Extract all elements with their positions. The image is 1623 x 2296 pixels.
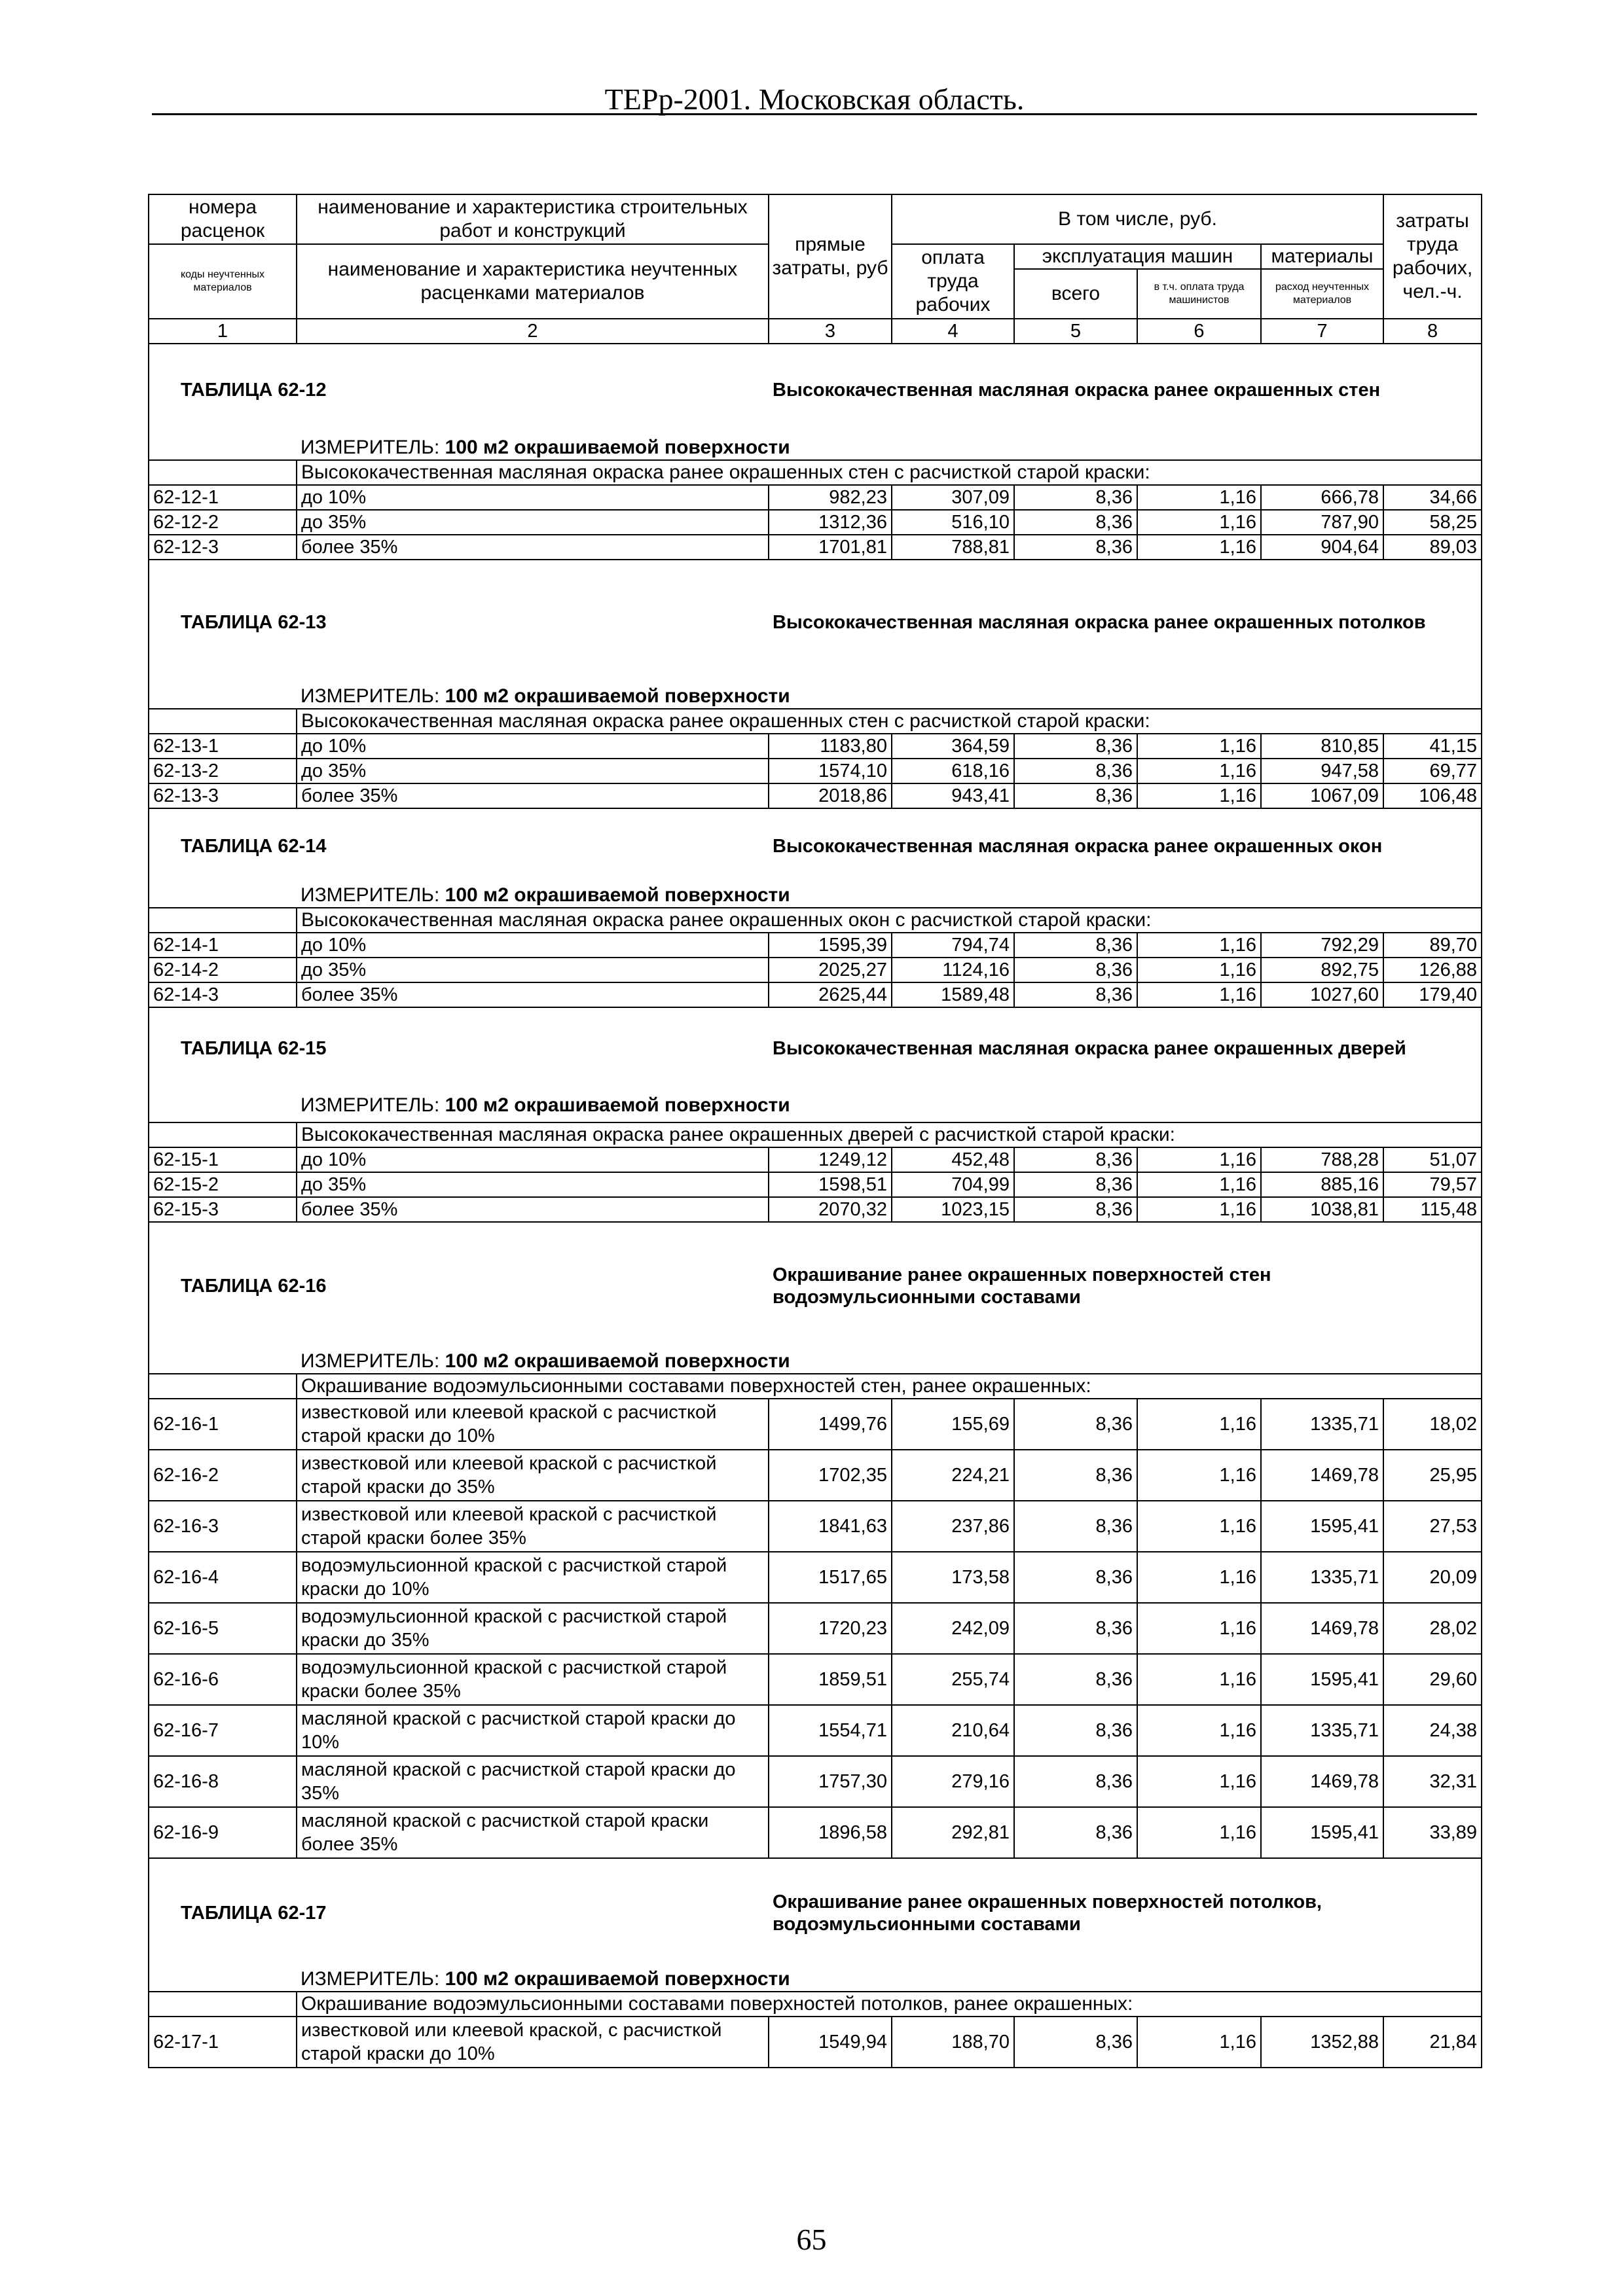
value-cell-v4: 364,59 (892, 734, 1014, 759)
subsection-title: Высококачественная масляная окраска ранее окрашенных окон с расчисткой старой краски: (297, 908, 1482, 933)
value-cell-v3: 1499,76 (769, 1399, 892, 1450)
value-cell-v5: 8,36 (1014, 734, 1137, 759)
value-cell-v6: 1,16 (1137, 1807, 1261, 1858)
value-cell-v4: 237,86 (892, 1501, 1014, 1552)
value-cell-v5: 8,36 (1014, 1197, 1137, 1222)
work-name: до 35% (297, 958, 769, 982)
value-cell-v7: 1469,78 (1261, 1450, 1383, 1501)
measure-unit (297, 685, 1482, 709)
measure-spacer (149, 884, 297, 908)
work-name: известковой или клеевой краской с расчисткой старой краски до 35% (297, 1450, 769, 1501)
value-cell-v4: 279,16 (892, 1756, 1014, 1807)
value-cell-v7: 1352,88 (1261, 2017, 1383, 2068)
table-row (149, 1501, 1482, 1552)
value-cell-v7: 1038,81 (1261, 1197, 1383, 1222)
rate-code: 62-16-6 (149, 1654, 297, 1705)
column-number: 6 (1137, 319, 1261, 344)
value-cell-v7: 1335,71 (1261, 1399, 1383, 1450)
value-cell-v4: 173,58 (892, 1552, 1014, 1603)
value-cell-v3: 2025,27 (769, 958, 892, 982)
rate-code: 62-16-5 (149, 1603, 297, 1654)
rate-code: 62-12-2 (149, 510, 297, 535)
table-row (149, 734, 1482, 759)
value-cell-v6: 1,16 (1137, 510, 1261, 535)
value-cell-v6: 1,16 (1137, 1501, 1261, 1552)
measure-label: ИЗМЕРИТЕЛЬ: (301, 1350, 440, 1372)
value-cell-v5: 8,36 (1014, 1501, 1137, 1552)
rate-code: 62-16-4 (149, 1552, 297, 1603)
work-name: масляной краской с расчисткой старой краски более 35% (297, 1807, 769, 1858)
table-id: ТАБЛИЦА 62-13 (149, 560, 769, 685)
work-name: известковой или клеевой краской с расчисткой старой краски более 35% (297, 1501, 769, 1552)
value-cell-v3: 1595,39 (769, 933, 892, 958)
value-cell-v8: 115,48 (1383, 1197, 1482, 1222)
header-col1-top: номера расценок (149, 194, 297, 244)
rate-code: 62-14-3 (149, 982, 297, 1007)
value-cell-v7: 892,75 (1261, 958, 1383, 982)
table-id: ТАБЛИЦА 62-15 (149, 1007, 769, 1089)
measure-value: 100 м2 окрашиваемой поверхности (445, 1968, 790, 1990)
work-name: известковой или клеевой краской с расчисткой старой краски до 10% (297, 1399, 769, 1450)
rate-code: 62-13-2 (149, 759, 297, 783)
table-id: ТАБЛИЦА 62-17 (149, 1858, 769, 1967)
value-cell-v5: 8,36 (1014, 1450, 1137, 1501)
header-machines: эксплуатация машин (1014, 244, 1261, 269)
table-title: Окрашивание ранее окрашенных поверхностей стен водоэмульсионными составами (769, 1222, 1482, 1350)
header-col6: в т.ч. оплата труда машинистов (1137, 269, 1261, 319)
value-cell-v4: 1124,16 (892, 958, 1014, 982)
table-row (149, 1197, 1482, 1222)
table-row (149, 510, 1482, 535)
value-cell-v3: 1859,51 (769, 1654, 892, 1705)
column-number: 7 (1261, 319, 1383, 344)
value-cell-v3: 1183,80 (769, 734, 892, 759)
table-section-header (149, 1222, 1482, 1350)
subsection-title: Высококачественная масляная окраска ранее окрашенных стен с расчисткой старой краски: (297, 460, 1482, 485)
value-cell-v3: 1554,71 (769, 1705, 892, 1756)
table-row (149, 2017, 1482, 2068)
subsection-spacer (149, 709, 297, 734)
subsection-row (149, 908, 1482, 933)
table-row (149, 1172, 1482, 1197)
table-row (149, 759, 1482, 783)
work-name: более 35% (297, 982, 769, 1007)
value-cell-v3: 2018,86 (769, 783, 892, 808)
value-cell-v4: 255,74 (892, 1654, 1014, 1705)
value-cell-v7: 666,78 (1261, 485, 1383, 510)
value-cell-v4: 788,81 (892, 535, 1014, 560)
value-cell-v8: 32,31 (1383, 1756, 1482, 1807)
value-cell-v4: 210,64 (892, 1705, 1014, 1756)
value-cell-v4: 307,09 (892, 485, 1014, 510)
subsection-spacer (149, 1992, 297, 2017)
rate-code: 62-15-2 (149, 1172, 297, 1197)
value-cell-v3: 1701,81 (769, 535, 892, 560)
value-cell-v3: 1249,12 (769, 1147, 892, 1172)
value-cell-v7: 792,29 (1261, 933, 1383, 958)
value-cell-v6: 1,16 (1137, 933, 1261, 958)
value-cell-v8: 126,88 (1383, 958, 1482, 982)
subsection-row (149, 1122, 1482, 1147)
rate-code: 62-16-2 (149, 1450, 297, 1501)
measure-value: 100 м2 окрашиваемой поверхности (445, 1350, 790, 1372)
value-cell-v6: 1,16 (1137, 1552, 1261, 1603)
value-cell-v8: 179,40 (1383, 982, 1482, 1007)
value-cell-v8: 27,53 (1383, 1501, 1482, 1552)
table-id: ТАБЛИЦА 62-12 (149, 344, 769, 436)
table-row (149, 1147, 1482, 1172)
work-name: до 35% (297, 1172, 769, 1197)
value-cell-v5: 8,36 (1014, 982, 1137, 1007)
value-cell-v6: 1,16 (1137, 783, 1261, 808)
value-cell-v7: 1469,78 (1261, 1603, 1383, 1654)
header-col7-top: материалы (1261, 244, 1383, 269)
table-section-header (149, 1858, 1482, 1967)
value-cell-v6: 1,16 (1137, 1399, 1261, 1450)
value-cell-v6: 1,16 (1137, 734, 1261, 759)
header-col2-top: наименование и характеристика строительных работ и конструкций (297, 194, 769, 244)
table-row (149, 1450, 1482, 1501)
work-name: до 10% (297, 485, 769, 510)
value-cell-v5: 8,36 (1014, 1147, 1137, 1172)
work-name: более 35% (297, 1197, 769, 1222)
rate-code: 62-16-1 (149, 1399, 297, 1450)
measure-unit (297, 1967, 1482, 1992)
measure-row (149, 1967, 1482, 1992)
subsection-title: Высококачественная масляная окраска ранее окрашенных дверей с расчисткой старой краски: (297, 1122, 1482, 1147)
table-section-header (149, 1007, 1482, 1089)
value-cell-v7: 885,16 (1261, 1172, 1383, 1197)
measure-value: 100 м2 окрашиваемой поверхности (445, 685, 790, 707)
measure-row (149, 1350, 1482, 1374)
value-cell-v6: 1,16 (1137, 982, 1261, 1007)
work-name: до 35% (297, 510, 769, 535)
value-cell-v8: 18,02 (1383, 1399, 1482, 1450)
measure-value: 100 м2 окрашиваемой поверхности (445, 1094, 790, 1116)
value-cell-v3: 1841,63 (769, 1501, 892, 1552)
value-cell-v4: 452,48 (892, 1147, 1014, 1172)
value-cell-v6: 1,16 (1137, 759, 1261, 783)
work-name: масляной краской с расчисткой старой краски до 35% (297, 1756, 769, 1807)
value-cell-v6: 1,16 (1137, 535, 1261, 560)
table-id: ТАБЛИЦА 62-14 (149, 808, 769, 884)
value-cell-v7: 810,85 (1261, 734, 1383, 759)
measure-spacer (149, 1089, 297, 1122)
measure-value: 100 м2 окрашиваемой поверхности (445, 884, 790, 906)
work-name: до 10% (297, 933, 769, 958)
table-row (149, 485, 1482, 510)
value-cell-v8: 69,77 (1383, 759, 1482, 783)
table-row (149, 1603, 1482, 1654)
work-name: до 10% (297, 1147, 769, 1172)
header-col4: оплата труда рабочих (892, 244, 1014, 319)
value-cell-v4: 1023,15 (892, 1197, 1014, 1222)
value-cell-v4: 943,41 (892, 783, 1014, 808)
table-row (149, 1654, 1482, 1705)
subsection-spacer (149, 1374, 297, 1399)
table-row (149, 982, 1482, 1007)
header-col7-bottom: расход неучтенных материалов (1261, 269, 1383, 319)
rate-code: 62-16-3 (149, 1501, 297, 1552)
value-cell-v6: 1,16 (1137, 1756, 1261, 1807)
measure-unit (297, 884, 1482, 908)
subsection-spacer (149, 908, 297, 933)
value-cell-v8: 28,02 (1383, 1603, 1482, 1654)
work-name: масляной краской с расчисткой старой краски до 10% (297, 1705, 769, 1756)
value-cell-v8: 21,84 (1383, 2017, 1482, 2068)
value-cell-v3: 1720,23 (769, 1603, 892, 1654)
value-cell-v7: 1067,09 (1261, 783, 1383, 808)
column-number: 1 (149, 319, 297, 344)
table-row (149, 535, 1482, 560)
value-cell-v4: 618,16 (892, 759, 1014, 783)
table-title: Высококачественная масляная окраска ранее окрашенных потолков (769, 560, 1482, 685)
measure-label: ИЗМЕРИТЕЛЬ: (301, 685, 440, 707)
measure-row (149, 436, 1482, 460)
value-cell-v5: 8,36 (1014, 1654, 1137, 1705)
header-col2-bottom: наименование и характеристика неучтенных расценками материалов (297, 244, 769, 319)
value-cell-v7: 1595,41 (1261, 1654, 1383, 1705)
subsection-title: Высококачественная масляная окраска ранее окрашенных стен с расчисткой старой краски: (297, 709, 1482, 734)
value-cell-v5: 8,36 (1014, 1172, 1137, 1197)
value-cell-v5: 8,36 (1014, 510, 1137, 535)
subsection-row (149, 460, 1482, 485)
subsection-row (149, 1374, 1482, 1399)
measure-spacer (149, 685, 297, 709)
value-cell-v6: 1,16 (1137, 1147, 1261, 1172)
value-cell-v7: 1469,78 (1261, 1756, 1383, 1807)
header-group: В том числе, руб. (892, 194, 1383, 244)
rate-code: 62-17-1 (149, 2017, 297, 2068)
work-name: до 10% (297, 734, 769, 759)
title-rule (152, 113, 1477, 115)
value-cell-v3: 1896,58 (769, 1807, 892, 1858)
table-row (149, 783, 1482, 808)
table-section-header (149, 808, 1482, 884)
value-cell-v4: 704,99 (892, 1172, 1014, 1197)
value-cell-v3: 982,23 (769, 485, 892, 510)
measure-spacer (149, 436, 297, 460)
value-cell-v3: 1549,94 (769, 2017, 892, 2068)
rate-code: 62-15-1 (149, 1147, 297, 1172)
value-cell-v5: 8,36 (1014, 958, 1137, 982)
value-cell-v5: 8,36 (1014, 759, 1137, 783)
value-cell-v4: 224,21 (892, 1450, 1014, 1501)
table-row (149, 933, 1482, 958)
header-col5: всего (1014, 269, 1137, 319)
work-name: водоэмульсионной краской с расчисткой старой краски более 35% (297, 1654, 769, 1705)
subsection-title: Окрашивание водоэмульсионными составами поверхностей потолков, ранее окрашенных: (297, 1992, 1482, 2017)
value-cell-v3: 1574,10 (769, 759, 892, 783)
value-cell-v6: 1,16 (1137, 1603, 1261, 1654)
measure-spacer (149, 1350, 297, 1374)
rate-code: 62-13-3 (149, 783, 297, 808)
rate-code: 62-14-1 (149, 933, 297, 958)
table-row (149, 1399, 1482, 1450)
value-cell-v3: 2625,44 (769, 982, 892, 1007)
table-title: Высококачественная масляная окраска ранее окрашенных стен (769, 344, 1482, 436)
value-cell-v8: 58,25 (1383, 510, 1482, 535)
rates-table (148, 194, 1482, 2068)
rate-code: 62-16-8 (149, 1756, 297, 1807)
value-cell-v4: 1589,48 (892, 982, 1014, 1007)
value-cell-v8: 20,09 (1383, 1552, 1482, 1603)
value-cell-v6: 1,16 (1137, 1705, 1261, 1756)
measure-unit (297, 436, 1482, 460)
column-number: 3 (769, 319, 892, 344)
rate-code: 62-16-7 (149, 1705, 297, 1756)
column-number: 5 (1014, 319, 1137, 344)
column-number: 8 (1383, 319, 1482, 344)
header-col8: затраты труда рабочих, чел.-ч. (1383, 194, 1482, 319)
value-cell-v5: 8,36 (1014, 535, 1137, 560)
value-cell-v3: 2070,32 (769, 1197, 892, 1222)
value-cell-v8: 34,66 (1383, 485, 1482, 510)
work-name: до 35% (297, 759, 769, 783)
value-cell-v4: 155,69 (892, 1399, 1014, 1450)
rate-code: 62-13-1 (149, 734, 297, 759)
page-number: 65 (796, 2223, 827, 2256)
value-cell-v7: 787,90 (1261, 510, 1383, 535)
value-cell-v5: 8,36 (1014, 1399, 1137, 1450)
subsection-row (149, 1992, 1482, 2017)
value-cell-v7: 1595,41 (1261, 1501, 1383, 1552)
subsection-title: Окрашивание водоэмульсионными составами поверхностей стен, ранее окрашенных: (297, 1374, 1482, 1399)
value-cell-v6: 1,16 (1137, 1197, 1261, 1222)
table-title: Высококачественная масляная окраска ранее окрашенных дверей (769, 1007, 1482, 1089)
value-cell-v7: 947,58 (1261, 759, 1383, 783)
value-cell-v8: 106,48 (1383, 783, 1482, 808)
measure-label: ИЗМЕРИТЕЛЬ: (301, 1968, 440, 1990)
value-cell-v4: 794,74 (892, 933, 1014, 958)
value-cell-v3: 1517,65 (769, 1552, 892, 1603)
value-cell-v8: 51,07 (1383, 1147, 1482, 1172)
measure-label: ИЗМЕРИТЕЛЬ: (301, 884, 440, 906)
work-name: водоэмульсионной краской с расчисткой старой краски до 35% (297, 1603, 769, 1654)
header-col1-bottom: коды неучтенных материалов (149, 244, 297, 319)
table-title: Высококачественная масляная окраска ранее окрашенных окон (769, 808, 1482, 884)
work-name: водоэмульсионной краской с расчисткой старой краски до 10% (297, 1552, 769, 1603)
measure-value: 100 м2 окрашиваемой поверхности (445, 437, 790, 458)
value-cell-v7: 1335,71 (1261, 1705, 1383, 1756)
value-cell-v5: 8,36 (1014, 1603, 1137, 1654)
table-row (149, 1756, 1482, 1807)
measure-unit (297, 1089, 1482, 1122)
work-name: более 35% (297, 783, 769, 808)
value-cell-v4: 292,81 (892, 1807, 1014, 1858)
measure-unit (297, 1350, 1482, 1374)
table-row (149, 1807, 1482, 1858)
value-cell-v6: 1,16 (1137, 2017, 1261, 2068)
value-cell-v5: 8,36 (1014, 933, 1137, 958)
value-cell-v7: 1027,60 (1261, 982, 1383, 1007)
value-cell-v7: 1335,71 (1261, 1552, 1383, 1603)
value-cell-v5: 8,36 (1014, 1552, 1137, 1603)
value-cell-v8: 79,57 (1383, 1172, 1482, 1197)
table-title: Окрашивание ранее окрашенных поверхностей потолков, водоэмульсионными составами (769, 1858, 1482, 1967)
value-cell-v7: 1595,41 (1261, 1807, 1383, 1858)
value-cell-v8: 89,70 (1383, 933, 1482, 958)
value-cell-v6: 1,16 (1137, 958, 1261, 982)
value-cell-v6: 1,16 (1137, 1654, 1261, 1705)
value-cell-v5: 8,36 (1014, 485, 1137, 510)
column-number: 4 (892, 319, 1014, 344)
value-cell-v7: 788,28 (1261, 1147, 1383, 1172)
value-cell-v3: 1598,51 (769, 1172, 892, 1197)
header-col3: прямые затраты, руб (769, 194, 892, 319)
rate-code: 62-16-9 (149, 1807, 297, 1858)
value-cell-v3: 1702,35 (769, 1450, 892, 1501)
value-cell-v4: 516,10 (892, 510, 1014, 535)
value-cell-v5: 8,36 (1014, 1705, 1137, 1756)
document-title: ТЕРр-2001. Московская область. (604, 82, 1025, 116)
value-cell-v8: 25,95 (1383, 1450, 1482, 1501)
column-number: 2 (297, 319, 769, 344)
table-row (149, 1705, 1482, 1756)
table-section-header (149, 560, 1482, 685)
work-name: известковой или клеевой краской, с расчисткой старой краски до 10% (297, 2017, 769, 2068)
value-cell-v6: 1,16 (1137, 1450, 1261, 1501)
value-cell-v8: 33,89 (1383, 1807, 1482, 1858)
work-name: более 35% (297, 535, 769, 560)
value-cell-v8: 29,60 (1383, 1654, 1482, 1705)
table-row (149, 1552, 1482, 1603)
value-cell-v3: 1757,30 (769, 1756, 892, 1807)
measure-spacer (149, 1967, 297, 1992)
rate-code: 62-12-3 (149, 535, 297, 560)
value-cell-v6: 1,16 (1137, 485, 1261, 510)
rate-code: 62-12-1 (149, 485, 297, 510)
value-cell-v8: 41,15 (1383, 734, 1482, 759)
rate-code: 62-14-2 (149, 958, 297, 982)
table-section-header (149, 344, 1482, 436)
subsection-row (149, 709, 1482, 734)
subsection-spacer (149, 1122, 297, 1147)
measure-label: ИЗМЕРИТЕЛЬ: (301, 437, 440, 458)
value-cell-v6: 1,16 (1137, 1172, 1261, 1197)
value-cell-v5: 8,36 (1014, 2017, 1137, 2068)
value-cell-v4: 242,09 (892, 1603, 1014, 1654)
table-row (149, 958, 1482, 982)
measure-row (149, 1089, 1482, 1122)
value-cell-v4: 188,70 (892, 2017, 1014, 2068)
rate-code: 62-15-3 (149, 1197, 297, 1222)
measure-label: ИЗМЕРИТЕЛЬ: (301, 1094, 440, 1116)
value-cell-v5: 8,36 (1014, 783, 1137, 808)
value-cell-v3: 1312,36 (769, 510, 892, 535)
value-cell-v8: 89,03 (1383, 535, 1482, 560)
subsection-spacer (149, 460, 297, 485)
value-cell-v5: 8,36 (1014, 1807, 1137, 1858)
table-id: ТАБЛИЦА 62-16 (149, 1222, 769, 1350)
value-cell-v5: 8,36 (1014, 1756, 1137, 1807)
value-cell-v7: 904,64 (1261, 535, 1383, 560)
measure-row (149, 685, 1482, 709)
measure-row (149, 884, 1482, 908)
value-cell-v8: 24,38 (1383, 1705, 1482, 1756)
